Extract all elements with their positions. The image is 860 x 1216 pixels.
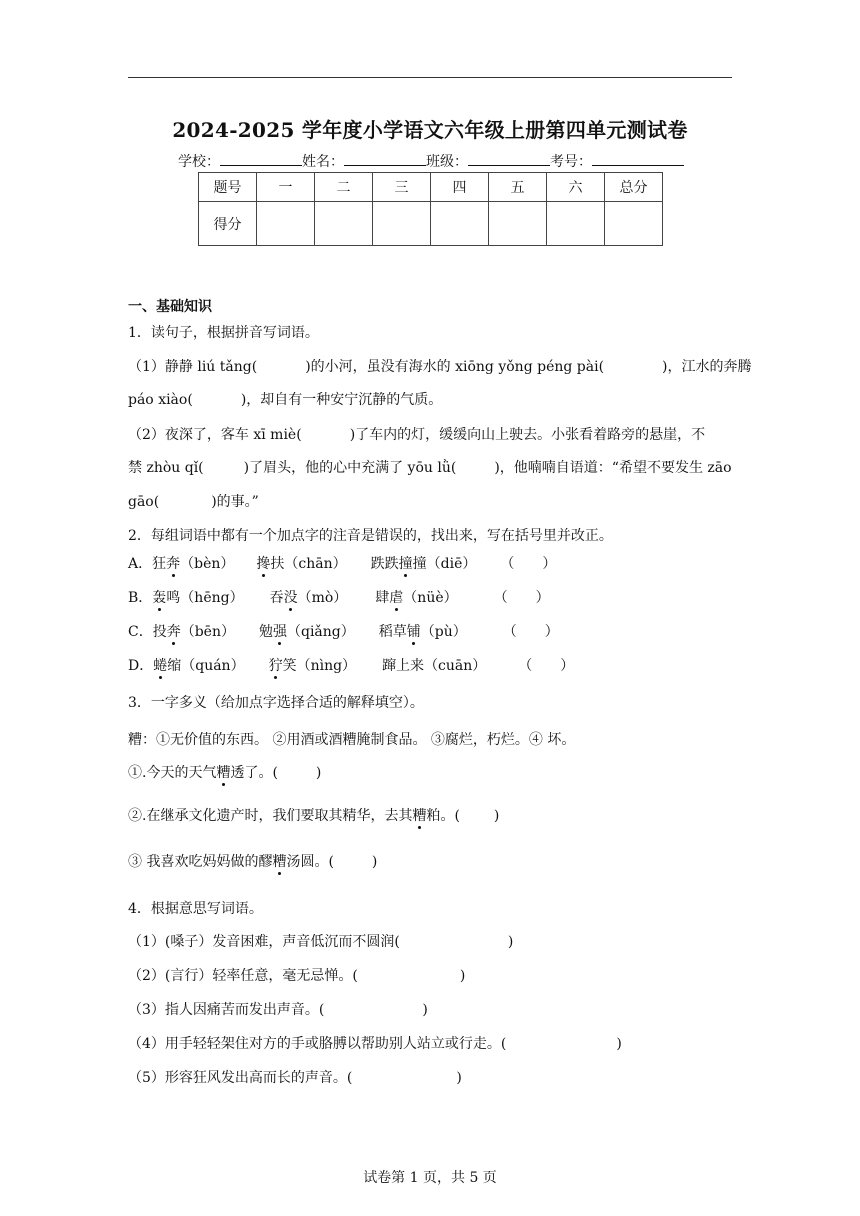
q3-sentence-2	[128, 805, 499, 825]
score-header-cell: 题号	[199, 173, 257, 202]
score-header-cell: 六	[547, 173, 605, 202]
q1-text: 禁 zhòu qǐ(	[128, 460, 204, 476]
sentence-text: ③ 我喜欢吃妈妈做的醪	[128, 854, 273, 870]
score-cell[interactable]	[373, 202, 431, 246]
q1-text: )，他喃喃自语道：“希望不要发生 zāo	[494, 460, 732, 476]
dotted-char: 奔	[166, 553, 180, 573]
pinyin: 缩（quán）	[167, 658, 245, 674]
close-paren: )	[422, 1002, 428, 1018]
q1-line-2	[128, 389, 442, 409]
q3-definitions: 糟：①无价值的东西。 ②用酒或酒糟腌制食品。 ③腐烂，朽烂。④ 坏。	[128, 732, 576, 748]
name-label: 姓名：	[302, 154, 344, 170]
score-header-cell: 四	[431, 173, 489, 202]
q1-text: gāo(	[128, 494, 160, 510]
dotted-char: 铺	[407, 621, 421, 641]
pinyin: （qiǎng）	[286, 624, 355, 640]
exam-number-label: 考号：	[550, 154, 592, 170]
dotted-char: 狞	[269, 655, 283, 675]
student-info-line	[178, 151, 684, 171]
q2-stem: 2．每组词语中都有一个加点字的注音是错误的，找出来，写在括号里并改正。	[128, 528, 613, 544]
q1-text: )，江水的奔腾	[662, 359, 752, 375]
option-label: A．	[128, 556, 153, 572]
pinyin: （mò）	[297, 590, 348, 606]
q4-stem: 4．根据意思写词语。	[128, 901, 263, 917]
score-header-cell: 总分	[605, 173, 663, 202]
pinyin: 笑（nìng）	[282, 658, 357, 674]
q1-line-5	[128, 491, 259, 511]
q2-option-b	[128, 587, 550, 607]
score-cell[interactable]	[431, 202, 489, 246]
close-paren: )	[459, 968, 466, 984]
dotted-char: 奔	[167, 621, 181, 641]
q1-line-3	[128, 424, 705, 444]
word-part: 狂	[152, 556, 167, 572]
dotted-char: 轰	[152, 587, 166, 607]
close-paren: )	[456, 1070, 462, 1086]
pinyin: 扶（chān）	[270, 556, 347, 572]
school-blank[interactable]	[220, 153, 302, 166]
dotted-char: 撞	[399, 553, 413, 573]
dotted-char: 糟	[412, 805, 426, 825]
sentence-text: 汤圆。(	[286, 854, 334, 870]
q2-option-d	[128, 655, 574, 675]
item-text: （4）用手轻轻架住对方的手或胳膊以帮助别人站立或行走。(	[128, 1036, 507, 1052]
q1-text: )，却自有一种安宁沉静的气质。	[240, 392, 443, 408]
word-part: 吞	[269, 590, 284, 606]
class-blank[interactable]	[468, 153, 550, 166]
q4-item-2	[128, 965, 465, 985]
page-footer: 试卷第 1 页，共 5 页	[363, 1170, 497, 1186]
page-title: 2024-2025 学年度小学语文六年级上册第四单元测试卷	[172, 118, 688, 142]
score-table	[198, 172, 663, 246]
word-part: 投	[152, 624, 167, 640]
answer-paren[interactable]: （ ）	[502, 624, 559, 640]
item-text: （1）(嗓子）发音困难，声音低沉而不圆润(	[128, 934, 400, 950]
score-row-label: 得分	[199, 202, 257, 246]
q1-text: )的小河，虽没有海水的 xiōng yǒng péng pài(	[305, 359, 605, 375]
score-header-cell: 二	[315, 173, 373, 202]
word-part: 肆	[375, 590, 390, 606]
section-title: 一、基础知识	[128, 299, 212, 315]
q3-sentence-3	[128, 851, 377, 871]
score-cell[interactable]	[547, 202, 605, 246]
dotted-char: 强	[273, 621, 287, 641]
dotted-char: 蜷	[153, 655, 167, 675]
score-table-header-row	[199, 173, 663, 202]
header-rule	[128, 77, 732, 78]
dotted-char: 没	[284, 587, 298, 607]
word-part: 勉	[258, 624, 273, 640]
option-label: D．	[128, 658, 154, 674]
q4-item-4	[128, 1033, 622, 1053]
score-header-cell: 三	[373, 173, 431, 202]
school-label: 学校：	[178, 154, 220, 170]
score-header-cell: 五	[489, 173, 547, 202]
word-part: 稻草	[378, 624, 407, 640]
q1-line-1	[128, 356, 752, 376]
pinyin: 鸣（hēng）	[166, 590, 244, 606]
q1-stem: 1．读句子，根据拼音写词语。	[128, 325, 319, 341]
close-paren: )	[371, 854, 378, 870]
sentence-text: ②.在继承文化遗产时，我们要取其精华，去其	[128, 808, 413, 824]
score-table-score-row	[199, 202, 663, 246]
sentence-text: 粕。(	[426, 808, 460, 824]
class-label: 班级：	[426, 154, 468, 170]
item-text: （2）(言行）轻率任意，毫无忌惮。(	[128, 968, 358, 984]
dotted-char: 虐	[389, 587, 403, 607]
pinyin: （bèn）	[180, 556, 235, 572]
name-blank[interactable]	[344, 153, 426, 166]
pinyin: （bēn）	[180, 624, 235, 640]
word-part: 蹿上来	[382, 658, 425, 674]
score-cell[interactable]	[605, 202, 663, 246]
close-paren: )	[507, 934, 514, 950]
pinyin: 撞（diē）	[412, 556, 477, 572]
q1-text: páo xiào(	[128, 392, 193, 408]
q1-text: )了眉头，他的心中充满了 yōu lǜ(	[243, 460, 457, 476]
q3-sentence-1	[128, 762, 321, 782]
score-cell[interactable]	[489, 202, 547, 246]
q3-stem: 3．一字多义（给加点字选择合适的解释填空）。	[128, 695, 424, 711]
exam-number-blank[interactable]	[592, 153, 684, 166]
dotted-char: 糟	[216, 762, 230, 782]
close-paren: )	[616, 1036, 622, 1052]
close-paren: )	[315, 765, 322, 781]
item-text: （3）指人因痛苦而发出声音。(	[128, 1002, 325, 1018]
item-text: （5）形容狂风发出高而长的声音。(	[128, 1070, 353, 1086]
pinyin: （cuān）	[424, 658, 487, 674]
q1-line-4	[128, 457, 732, 477]
dotted-char: 搀	[256, 553, 270, 573]
answer-paren[interactable]: （ ）	[500, 556, 557, 572]
close-paren: )	[493, 808, 500, 824]
dotted-char: 糟	[272, 851, 286, 871]
option-label: B．	[128, 590, 153, 606]
sentence-text: 透了。(	[230, 765, 278, 781]
q1-text: （1）静静 liú tǎng(	[128, 359, 258, 375]
option-label: C．	[128, 624, 153, 640]
q2-option-a	[128, 553, 556, 573]
sentence-text: ①.今天的天气	[128, 765, 217, 781]
q4-item-3	[128, 999, 428, 1019]
answer-paren[interactable]: （ ）	[518, 658, 575, 674]
score-cell[interactable]	[315, 202, 373, 246]
score-header-cell: 一	[257, 173, 315, 202]
q4-item-1	[128, 931, 513, 951]
pinyin: （pù）	[420, 624, 467, 640]
pinyin: （nüè）	[403, 590, 458, 606]
answer-paren[interactable]: （ ）	[493, 590, 550, 606]
word-part: 跌跌	[370, 556, 399, 572]
q4-item-5	[128, 1067, 462, 1087]
q1-text: )的事。”	[211, 494, 259, 510]
q1-text: )了车内的灯，缓缓向山上驶去。小张看着路旁的悬崖，不	[349, 427, 706, 443]
q1-text: （2）夜深了，客车 xī miè(	[128, 427, 302, 443]
score-cell[interactable]	[257, 202, 315, 246]
q2-option-c	[128, 621, 559, 641]
